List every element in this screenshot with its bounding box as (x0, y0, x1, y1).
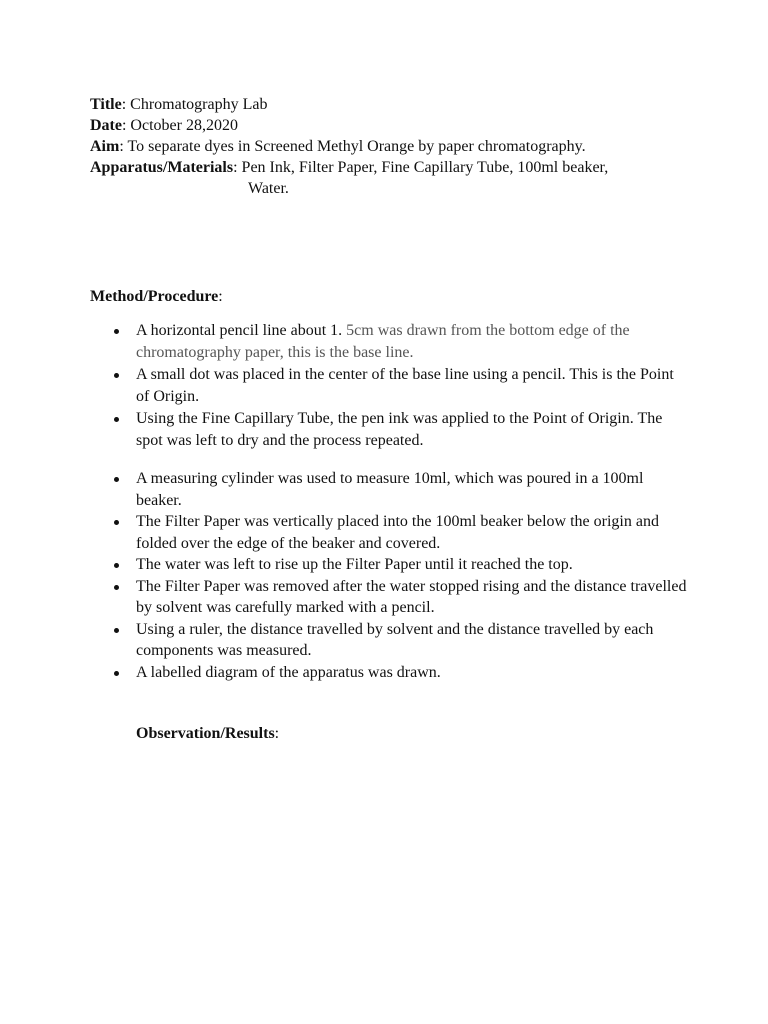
step-text: The Filter Paper was vertically placed into the 100ml beaker below the origin and folded over the edge of the beaker and covered. (136, 513, 659, 552)
date-value: : October 28,2020 (121, 117, 238, 134)
step-text: A labelled diagram of the apparatus was drawn. (136, 663, 441, 681)
step-text-cont: 5cm was drawn from the bottom edge of the chromatography paper, this is the base line. (136, 322, 630, 361)
title-line (90, 94, 730, 115)
bullet-icon (114, 329, 119, 334)
list-item (90, 511, 690, 554)
step-text: A horizontal pencil line about 1. (136, 322, 347, 339)
bullet-icon (114, 417, 119, 422)
method-steps-group-2 (90, 468, 690, 683)
lab-header (90, 94, 730, 199)
bullet-icon (114, 671, 119, 676)
step-text: Using the Fine Capillary Tube, the pen ink was applied to the Point of Origin. The spot was left to dry and the process repeated. (136, 410, 663, 449)
bullet-icon (114, 373, 119, 378)
bullet-icon (114, 520, 119, 525)
method-heading (90, 288, 223, 306)
bullet-icon (114, 628, 119, 633)
aim-line (90, 136, 730, 157)
list-item (90, 662, 690, 684)
list-item (90, 364, 690, 407)
aim-label: Aim (90, 138, 120, 155)
list-item (90, 619, 690, 662)
results-heading-colon: : (274, 725, 280, 742)
date-label: Date (90, 117, 122, 134)
method-steps-group-1 (90, 320, 690, 451)
title-label: Title (90, 96, 122, 113)
title-value: : Chromatography Lab (121, 96, 268, 113)
bullet-icon (114, 563, 119, 568)
method-heading-text: Method/Procedure (90, 288, 219, 305)
apparatus-continuation: Water. (248, 180, 289, 197)
list-item (90, 554, 690, 576)
list-item (90, 408, 690, 451)
date-line (90, 115, 730, 136)
bullet-icon (114, 585, 119, 590)
apparatus-value: : Pen Ink, Filter Paper, Fine Capillary Tube, 100ml beaker, (233, 159, 609, 176)
list-item (90, 320, 690, 363)
list-item (90, 468, 690, 511)
results-heading (136, 725, 279, 743)
step-text: Using a ruler, the distance travelled by solvent and the distance travelled by each components was measured. (136, 620, 654, 659)
step-text: A measuring cylinder was used to measure 10ml, which was poured in a 100ml beaker. (136, 470, 644, 509)
results-heading-text: Observation/Results (136, 725, 275, 742)
bullet-icon (114, 477, 119, 482)
step-text: The water was left to rise up the Filter Paper until it reached the top. (136, 556, 573, 573)
apparatus-line (90, 157, 730, 178)
step-text: The Filter Paper was removed after the water stopped rising and the distance travelled by solvent was carefully marked with a pencil. (136, 577, 687, 616)
list-item (90, 576, 690, 619)
method-heading-colon: : (218, 288, 223, 305)
step-text: A small dot was placed in the center of the base line using a pencil. This is the Point of Origin. (136, 366, 674, 405)
aim-value: : To separate dyes in Screened Methyl Orange by paper chromatography. (119, 138, 586, 155)
apparatus-label: Apparatus/Materials (90, 159, 234, 176)
